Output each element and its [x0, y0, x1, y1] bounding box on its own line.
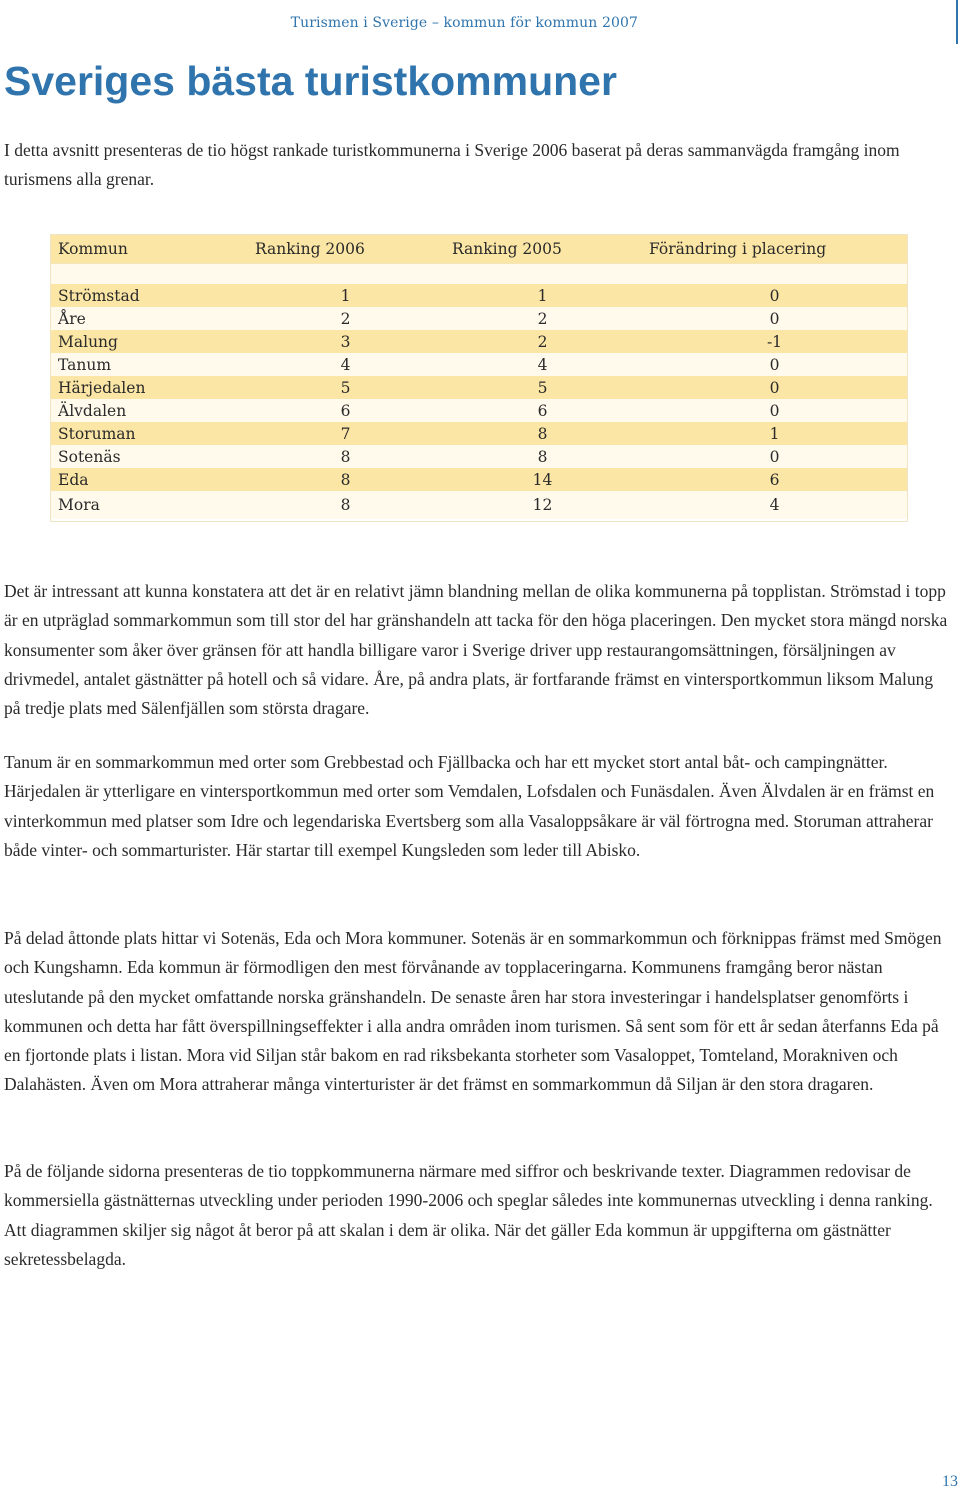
cell-change: 6: [641, 468, 908, 491]
cell-change: 4: [641, 491, 908, 519]
page-title: Sveriges bästa turistkommuner: [4, 58, 617, 104]
table-row: [50, 399, 908, 422]
cell-kommun: Mora: [50, 491, 247, 519]
cell-ranking-2005: 4: [444, 353, 641, 376]
table-row: [50, 376, 908, 399]
cell-kommun: Härjedalen: [50, 376, 247, 399]
paragraph-3: På delad åttonde plats hittar vi Sotenäs, Eda och Mora kommuner. Sotenäs är en sommarkommun och förknippas främst med Smögen och Kungshamn. Eda kommun är förmodligen den mest förvånande av topplaceringarna. Kommunens framgång beror nästan uteslutande på den mycket omfattande norska gränshandeln. De senaste åren har stora investeringar i handelsplatser genomförts i kommunen och detta har fått överspillningseffekter i alla andra områden inom turismen. Så sent som för ett år sedan återfanns Eda på en fjortonde plats i listan. Mora vid Siljan står bakom en rad riksbekanta storheter som Vasaloppet, Tomteland, Morakniven och Dalahästen. Även om Mora attraherar många vinterturister är det främst en sommarkommun då Siljan är den stora dragaren.: [4, 928, 942, 1095]
intro-paragraph: I detta avsnitt presenteras de tio högst rankade turistkommunerna i Sverige 2006 baserat på deras sammanvägda framgång inom turismens alla grenar.: [4, 140, 900, 190]
ranking-table: [50, 234, 908, 519]
running-header: Turismen i Sverige – kommun för kommun 2007: [290, 15, 638, 31]
cell-change: 0: [641, 353, 908, 376]
cell-ranking-2006: 8: [247, 491, 444, 519]
paragraph-2: Tanum är en sommarkommun med orter som Grebbestad och Fjällbacka och har ett mycket stort antal båt- och campingnätter. Härjedalen är ytterligare en vintersportkommun med orter som Vemdalen, Lofsdalen och Funäsdalen. Även Älvdalen är en främst en vinterkommun med platser som Idre och legendariska Evertsberg som alla Vasaloppsåkare är väl förtrogna med. Storuman attraherar både vinter- och sommarturister. Här startar till exempel Kungsleden som leder till Abisko.: [4, 752, 935, 860]
cell-ranking-2005: 8: [444, 445, 641, 468]
table-body: [50, 284, 908, 519]
header-change: Förändring i placering: [641, 234, 908, 264]
cell-ranking-2006: 8: [247, 445, 444, 468]
cell-ranking-2005: 6: [444, 399, 641, 422]
cell-change: 0: [641, 376, 908, 399]
cell-ranking-2005: 2: [444, 330, 641, 353]
header-ranking-2006: Ranking 2006: [247, 234, 444, 264]
cell-change: 0: [641, 399, 908, 422]
cell-ranking-2005: 12: [444, 491, 641, 519]
cell-ranking-2006: 7: [247, 422, 444, 445]
table-row: [50, 307, 908, 330]
cell-ranking-2005: 8: [444, 422, 641, 445]
cell-ranking-2006: 8: [247, 468, 444, 491]
cell-ranking-2005: 14: [444, 468, 641, 491]
table-row: [50, 330, 908, 353]
paragraph-4: På de följande sidorna presenteras de tio toppkommunerna närmare med siffror och beskrivande texter. Diagrammen redovisar de kommersiella gästnätternas utveckling under perioden 1990-2006 och speglar således inte kommunernas utveckling i denna ranking. Att diagrammen skiljer sig något åt beror på att skalan i dem är olika. När det gäller Eda kommun är uppgifterna om gästnätter sekretessbelagda.: [4, 1161, 933, 1269]
cell-kommun: Åre: [50, 307, 247, 330]
cell-kommun: Tanum: [50, 353, 247, 376]
table-spacer-row: [50, 264, 908, 285]
header-ranking-2005: Ranking 2005: [444, 234, 641, 264]
table-row: [50, 422, 908, 445]
table-row: [50, 284, 908, 307]
cell-kommun: Storuman: [50, 422, 247, 445]
page-number: 13: [942, 1473, 958, 1490]
header-kommun: Kommun: [50, 234, 247, 264]
cell-ranking-2006: 2: [247, 307, 444, 330]
cell-ranking-2006: 3: [247, 330, 444, 353]
cell-change: 0: [641, 284, 908, 307]
cell-change: -1: [641, 330, 908, 353]
cell-ranking-2006: 4: [247, 353, 444, 376]
cell-kommun: Sotenäs: [50, 445, 247, 468]
table-row: [50, 353, 908, 376]
cell-change: 0: [641, 445, 908, 468]
cell-kommun: Strömstad: [50, 284, 247, 307]
table-row: [50, 445, 908, 468]
cell-ranking-2005: 2: [444, 307, 641, 330]
cell-ranking-2006: 6: [247, 399, 444, 422]
cell-change: 0: [641, 307, 908, 330]
cell-kommun: Eda: [50, 468, 247, 491]
cell-ranking-2005: 1: [444, 284, 641, 307]
cell-ranking-2006: 5: [247, 376, 444, 399]
cell-ranking-2006: 1: [247, 284, 444, 307]
cell-ranking-2005: 5: [444, 376, 641, 399]
header-rule: [956, 0, 958, 44]
paragraph-1: Det är intressant att kunna konstatera att det är en relativt jämn blandning mellan de olika kommunerna på topplistan. Strömstad i topp är en utpräglad sommarkommun som till stor del har gränshandeln att tacka för den höga placeringen. Den mycket stora mängd norska konsumenter som åker över gränsen för att handla billigare varor i Sverige driver upp restaurangomsättningen, försäljningen av drivmedel, antalet gästnätter på hotell och så vidare. Åre, på andra plats, är fortfarande främst en vintersportkommun liksom Malung på tredje plats med Sälenfjällen som största dragare.: [4, 581, 948, 719]
cell-kommun: Älvdalen: [50, 399, 247, 422]
table-row: [50, 491, 908, 519]
cell-change: 1: [641, 422, 908, 445]
table-row: [50, 468, 908, 491]
cell-kommun: Malung: [50, 330, 247, 353]
table-header-row: [50, 234, 908, 264]
